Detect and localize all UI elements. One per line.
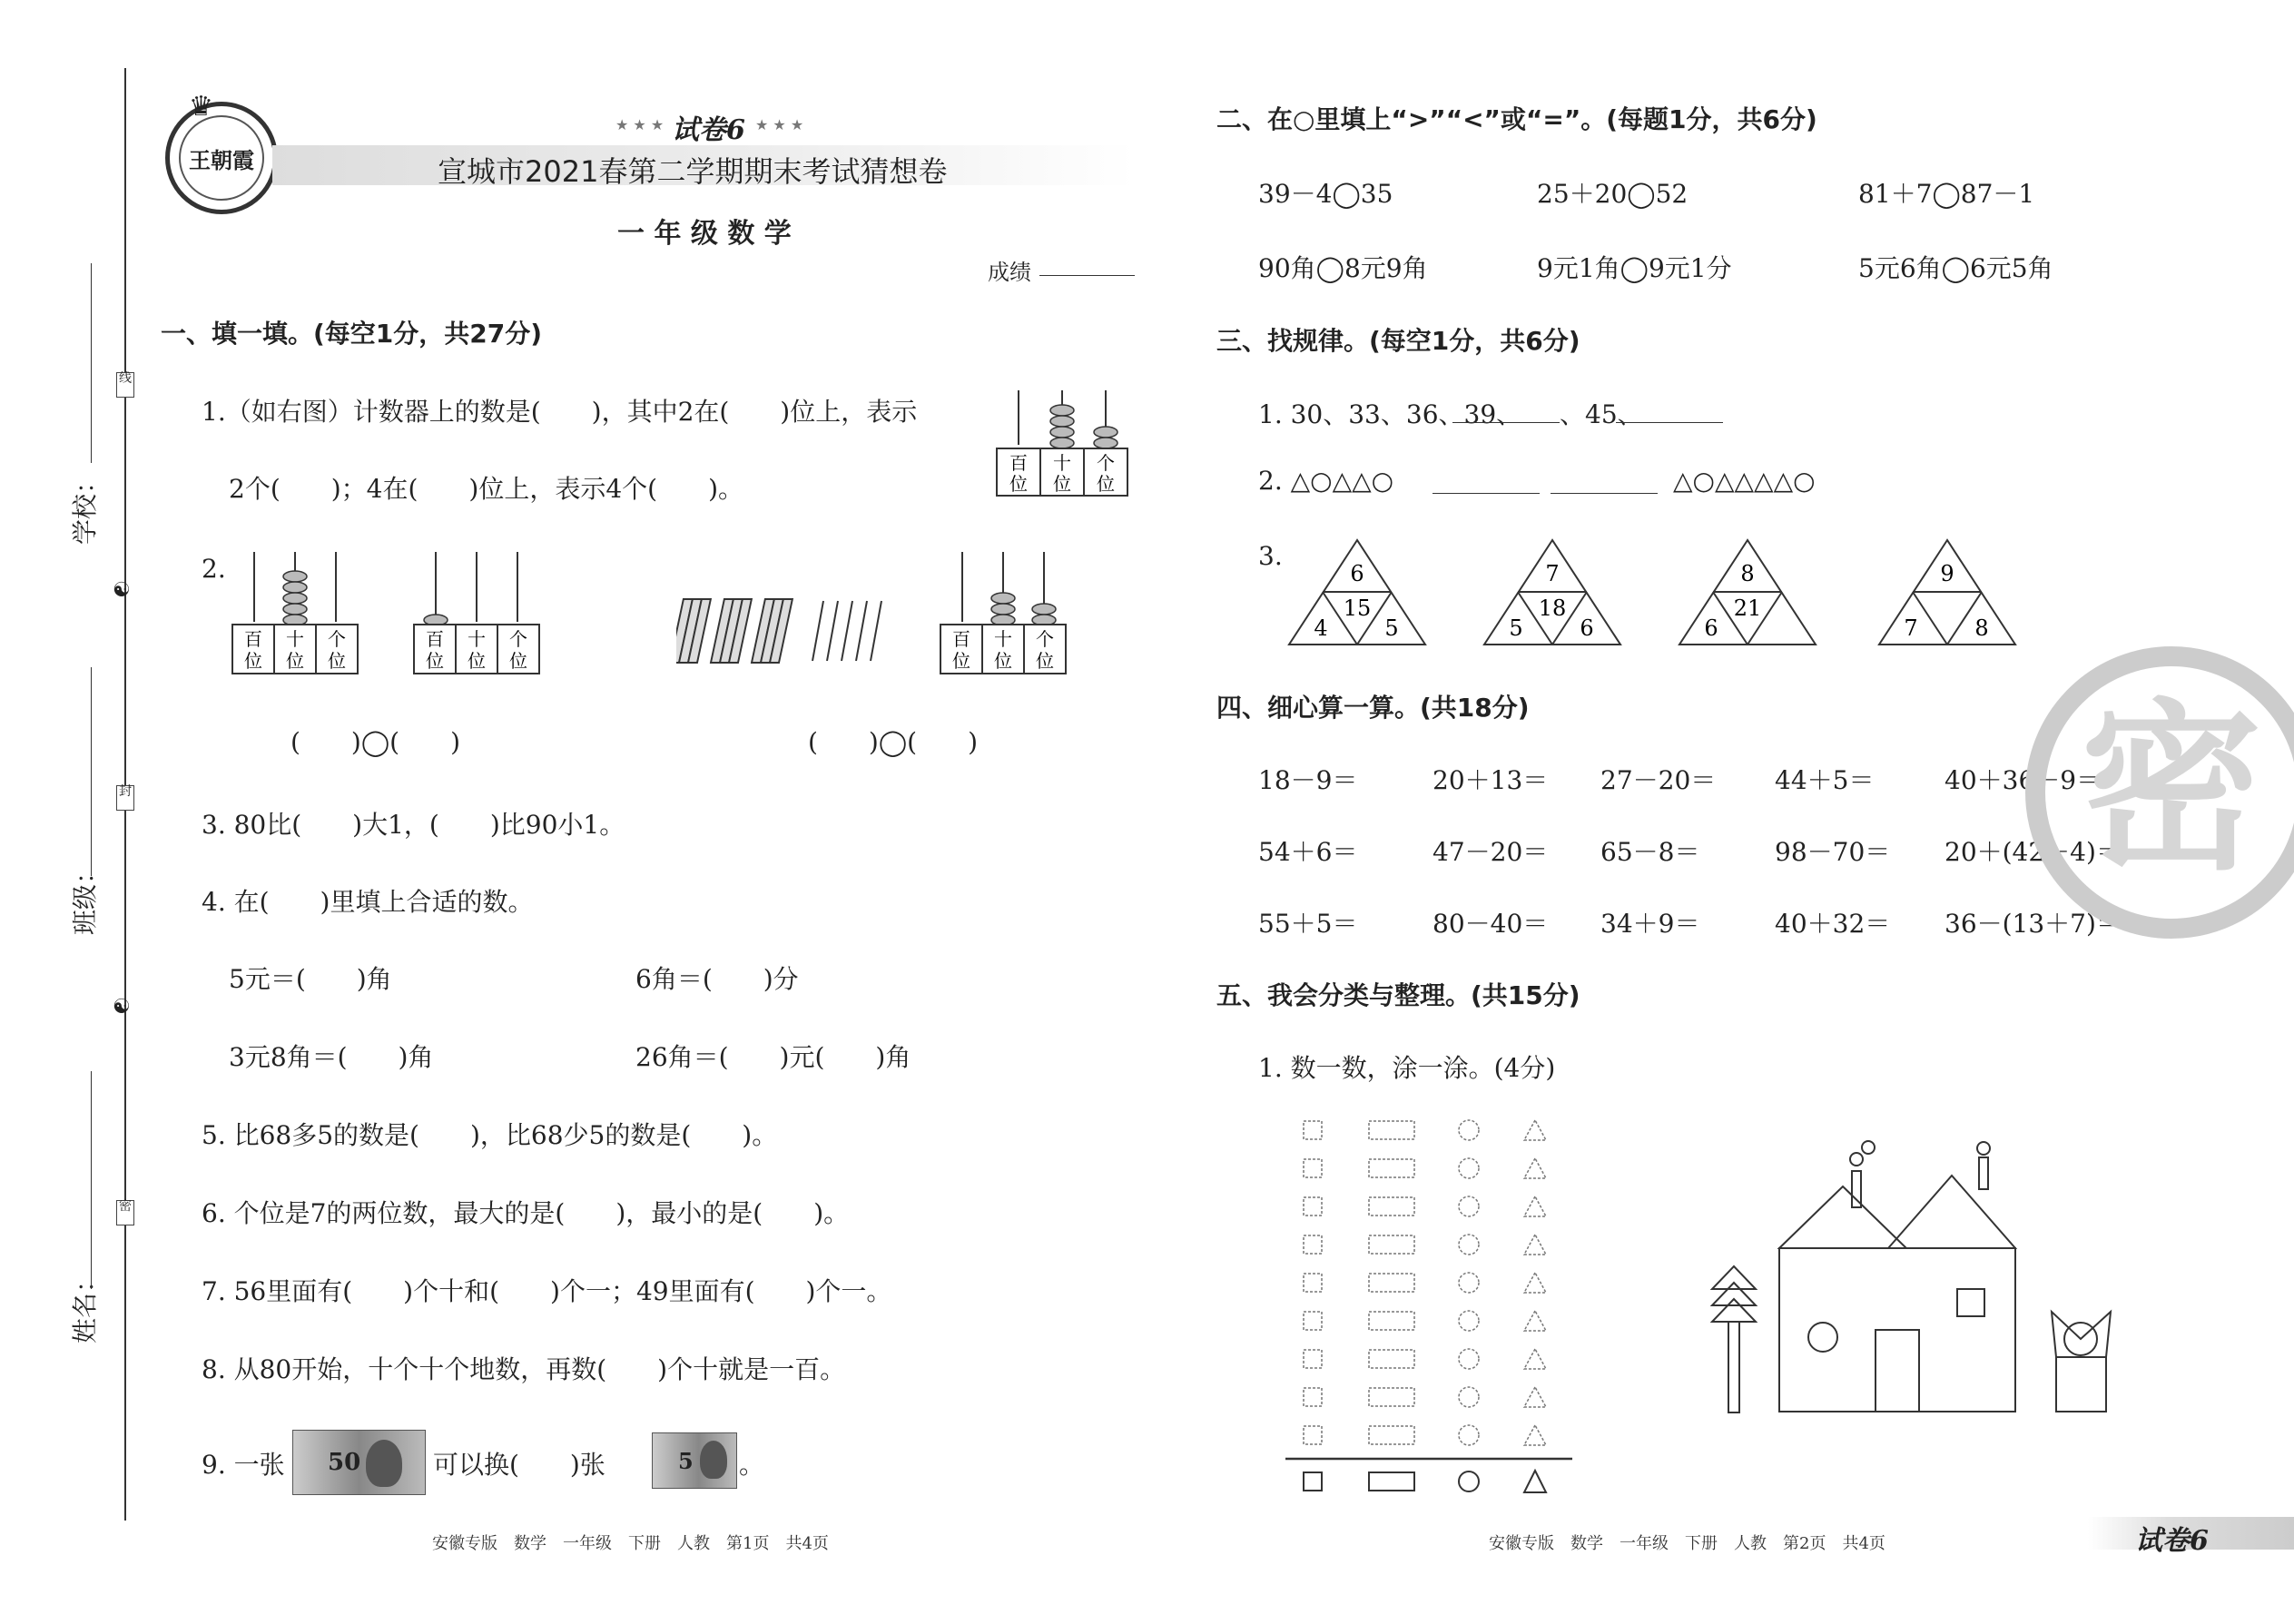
q4-b: 6角＝( )分 xyxy=(635,964,799,994)
q2-label: 2. xyxy=(202,554,226,584)
svg-text:十: 十 xyxy=(286,628,304,650)
q2-blank-2[interactable]: ( )◯( ) xyxy=(808,727,979,757)
section-3-title: 三、找规律。(每空1分，共6分) xyxy=(1216,326,1580,356)
banknote-5-value: 5 xyxy=(678,1448,694,1474)
svg-text:百: 百 xyxy=(244,628,262,650)
svg-text:位: 位 xyxy=(994,650,1012,672)
calc-1-1: 18－9＝ xyxy=(1258,765,1358,795)
calc-2-1: 54＋6＝ xyxy=(1258,837,1358,867)
s2-item-2: 25＋20◯52 xyxy=(1537,179,1689,209)
calc-1-5: 40＋36－9＝ xyxy=(1944,765,2102,795)
footer-right: 安徽专版 数学 一年级 下册 人教 第2页 共4页 xyxy=(1489,1534,1885,1553)
q4-d: 26角＝( )元( )角 xyxy=(635,1042,911,1072)
q9-start: 9. 一张 xyxy=(202,1450,285,1480)
s2-item-5: 9元1角◯9元1分 xyxy=(1537,253,1732,283)
svg-text:个: 个 xyxy=(328,628,346,650)
footer-badge: 试卷6 xyxy=(2135,1525,2209,1557)
pattern-triangle-2 xyxy=(1480,536,1625,649)
svg-text:5: 5 xyxy=(1509,615,1523,641)
score-blank xyxy=(1039,275,1135,276)
svg-text:6: 6 xyxy=(1350,561,1364,586)
q7: 7. 56里面有( )个十和( )个一；49里面有( )个一。 xyxy=(202,1276,892,1306)
svg-text:位: 位 xyxy=(244,650,262,672)
s3-q3-label: 3. xyxy=(1258,541,1283,571)
svg-text:个: 个 xyxy=(1036,628,1054,650)
q4-a: 5元＝( )角 xyxy=(229,964,392,994)
q2-abacus-1 xyxy=(227,545,363,676)
svg-text:8: 8 xyxy=(1740,561,1755,586)
class-blank xyxy=(91,667,92,876)
logo-text: 王朝霞 xyxy=(189,146,254,173)
score-label: 成绩 xyxy=(988,260,1031,285)
calc-2-2: 47－20＝ xyxy=(1433,837,1549,867)
svg-text:位: 位 xyxy=(426,650,444,672)
q1-line2: 2个( )；4在( )位上，表示4个( )。 xyxy=(229,474,743,504)
section-1-title: 一、填一填。(每空1分，共27分) xyxy=(161,319,543,349)
svg-text:位: 位 xyxy=(286,650,304,672)
s3-q2-blank-1[interactable] xyxy=(1433,493,1540,494)
calc-3-3: 34＋9＝ xyxy=(1600,909,1700,939)
svg-text:位: 位 xyxy=(1097,473,1115,495)
s3-q2-start: 2. △○△△○ xyxy=(1258,466,1394,496)
svg-text:百: 百 xyxy=(952,628,970,650)
calc-1-3: 27－20＝ xyxy=(1600,765,1717,795)
svg-text:6: 6 xyxy=(1704,615,1718,641)
q2-abacus-2 xyxy=(409,545,545,676)
svg-text:5: 5 xyxy=(1384,615,1399,641)
page-title: 宣城市2021春第二学期期末考试猜想卷 xyxy=(438,154,948,189)
q2-blank-1[interactable]: ( )◯( ) xyxy=(290,727,461,757)
q6: 6. 个位是7的两位数，最大的是( )，最小的是( )。 xyxy=(202,1198,850,1228)
abacus-ones-label: 个 xyxy=(1097,452,1115,474)
q9-end: 。 xyxy=(739,1450,765,1480)
s2-item-1: 39－4◯35 xyxy=(1258,179,1393,209)
badge-stars-right: ★ ★ ★ xyxy=(755,116,804,133)
pattern-triangle-1 xyxy=(1285,536,1430,649)
s3-q1-blank-2[interactable] xyxy=(1616,422,1723,423)
header-badge: 试卷6 xyxy=(672,114,745,146)
calc-2-4: 98－70＝ xyxy=(1775,837,1891,867)
svg-text:8: 8 xyxy=(1974,615,1989,641)
svg-text:18: 18 xyxy=(1538,595,1567,621)
svg-text:个: 个 xyxy=(509,628,527,650)
portrait-icon xyxy=(366,1440,402,1487)
calc-3-1: 55＋5＝ xyxy=(1258,909,1358,939)
logo xyxy=(165,102,278,214)
q2-abacus-3 xyxy=(935,545,1071,676)
pattern-triangle-3 xyxy=(1675,536,1820,649)
svg-text:位: 位 xyxy=(509,650,527,672)
shape-tally-chart xyxy=(1280,1112,1580,1498)
svg-text:位: 位 xyxy=(328,650,346,672)
banknote-5-image xyxy=(652,1432,737,1489)
calc-2-5: 20＋(42－4)＝ xyxy=(1944,837,2122,867)
svg-text:7: 7 xyxy=(1904,615,1918,641)
s2-item-3: 81＋7◯87－1 xyxy=(1858,179,2035,209)
svg-text:位: 位 xyxy=(1053,473,1071,495)
svg-text:位: 位 xyxy=(952,650,970,672)
svg-text:密: 密 xyxy=(2080,682,2263,895)
svg-text:21: 21 xyxy=(1733,595,1762,621)
calc-1-4: 44＋5＝ xyxy=(1775,765,1875,795)
s5-q1: 1. 数一数，涂一涂。(4分) xyxy=(1258,1053,1556,1083)
class-label: 班级： xyxy=(70,858,100,935)
seal-mark-mi: 密 xyxy=(116,1200,134,1225)
section-5-title: 五、我会分类与整理。(共15分) xyxy=(1216,980,1580,1010)
s3-q2-blank-2[interactable] xyxy=(1551,493,1658,494)
q2-sticks-picture xyxy=(676,590,894,672)
svg-text:十: 十 xyxy=(468,628,486,650)
svg-text:百: 百 xyxy=(426,628,444,650)
secret-seal-watermark xyxy=(2017,643,2294,942)
q1-line1: 1.（如右图）计数器上的数是( )，其中2在( )位上，表示 xyxy=(202,397,918,427)
seal-mark-feng: 封 xyxy=(116,785,134,811)
s2-item-6: 5元6角◯6元5角 xyxy=(1858,253,2053,283)
svg-text:6: 6 xyxy=(1580,615,1594,641)
s3-q1-blank-1[interactable] xyxy=(1452,422,1560,423)
calc-3-4: 40＋32＝ xyxy=(1775,909,1891,939)
svg-text:4: 4 xyxy=(1314,615,1328,641)
s2-item-4: 90角◯8元9角 xyxy=(1258,253,1428,283)
shapes-house-picture xyxy=(1707,1130,2124,1421)
q1-abacus xyxy=(989,381,1135,499)
svg-text:位: 位 xyxy=(468,650,486,672)
q9-middle: 可以换( )张 xyxy=(433,1450,605,1480)
badge-stars-left: ★ ★ ★ xyxy=(615,116,665,133)
q8: 8. 从80开始，十个十个地数，再数( )个十就是一百。 xyxy=(202,1354,846,1384)
name-label: 姓名： xyxy=(70,1266,100,1343)
section-4-title: 四、细心算一算。(共18分) xyxy=(1216,693,1530,723)
svg-text:9: 9 xyxy=(1940,561,1954,586)
s3-q2-end: △○△△△△○ xyxy=(1673,466,1816,496)
portrait-icon xyxy=(700,1441,727,1479)
calc-3-2: 80－40＝ xyxy=(1433,909,1549,939)
seal-mark-xian: 线 xyxy=(116,372,134,398)
swirl-icon: ☯ xyxy=(113,996,131,1019)
school-label: 学校： xyxy=(70,468,100,545)
abacus-hundreds-label: 百 xyxy=(1009,452,1028,474)
swirl-icon: ☯ xyxy=(113,579,131,602)
subject-title: 一 年 级 数 学 xyxy=(617,218,792,250)
school-blank xyxy=(91,263,92,463)
calc-1-2: 20＋13＝ xyxy=(1433,765,1549,795)
banknote-50-value: 50 xyxy=(328,1449,361,1476)
crown-icon: ♛ xyxy=(189,91,213,123)
footer-left: 安徽专版 数学 一年级 下册 人教 第1页 共4页 xyxy=(432,1534,829,1553)
svg-text:15: 15 xyxy=(1343,595,1372,621)
section-2-title: 二、在○里填上“>”“<”或“=”。(每题1分，共6分) xyxy=(1216,104,1817,134)
s3-q1-mid: 、45、 xyxy=(1560,399,1643,429)
abacus-tens-label: 十 xyxy=(1053,452,1071,474)
svg-text:位: 位 xyxy=(1009,473,1028,495)
name-blank xyxy=(91,1071,92,1289)
q4: 4. 在( )里填上合适的数。 xyxy=(202,887,534,917)
svg-text:7: 7 xyxy=(1545,561,1560,586)
s3-q1-start: 1. 30、33、36、39、 xyxy=(1258,399,1522,429)
calc-2-3: 65－8＝ xyxy=(1600,837,1700,867)
q4-c: 3元8角＝( )角 xyxy=(229,1042,434,1072)
svg-text:十: 十 xyxy=(994,628,1012,650)
banknote-50-image xyxy=(292,1430,426,1495)
pattern-triangle-4 xyxy=(1875,536,2020,649)
calc-3-5: 36－(13＋7)＝ xyxy=(1944,909,2122,939)
q5: 5. 比68多5的数是( )，比68少5的数是( )。 xyxy=(202,1120,778,1150)
q3: 3. 80比( )大1，( )比90小1。 xyxy=(202,810,625,840)
svg-text:位: 位 xyxy=(1036,650,1054,672)
